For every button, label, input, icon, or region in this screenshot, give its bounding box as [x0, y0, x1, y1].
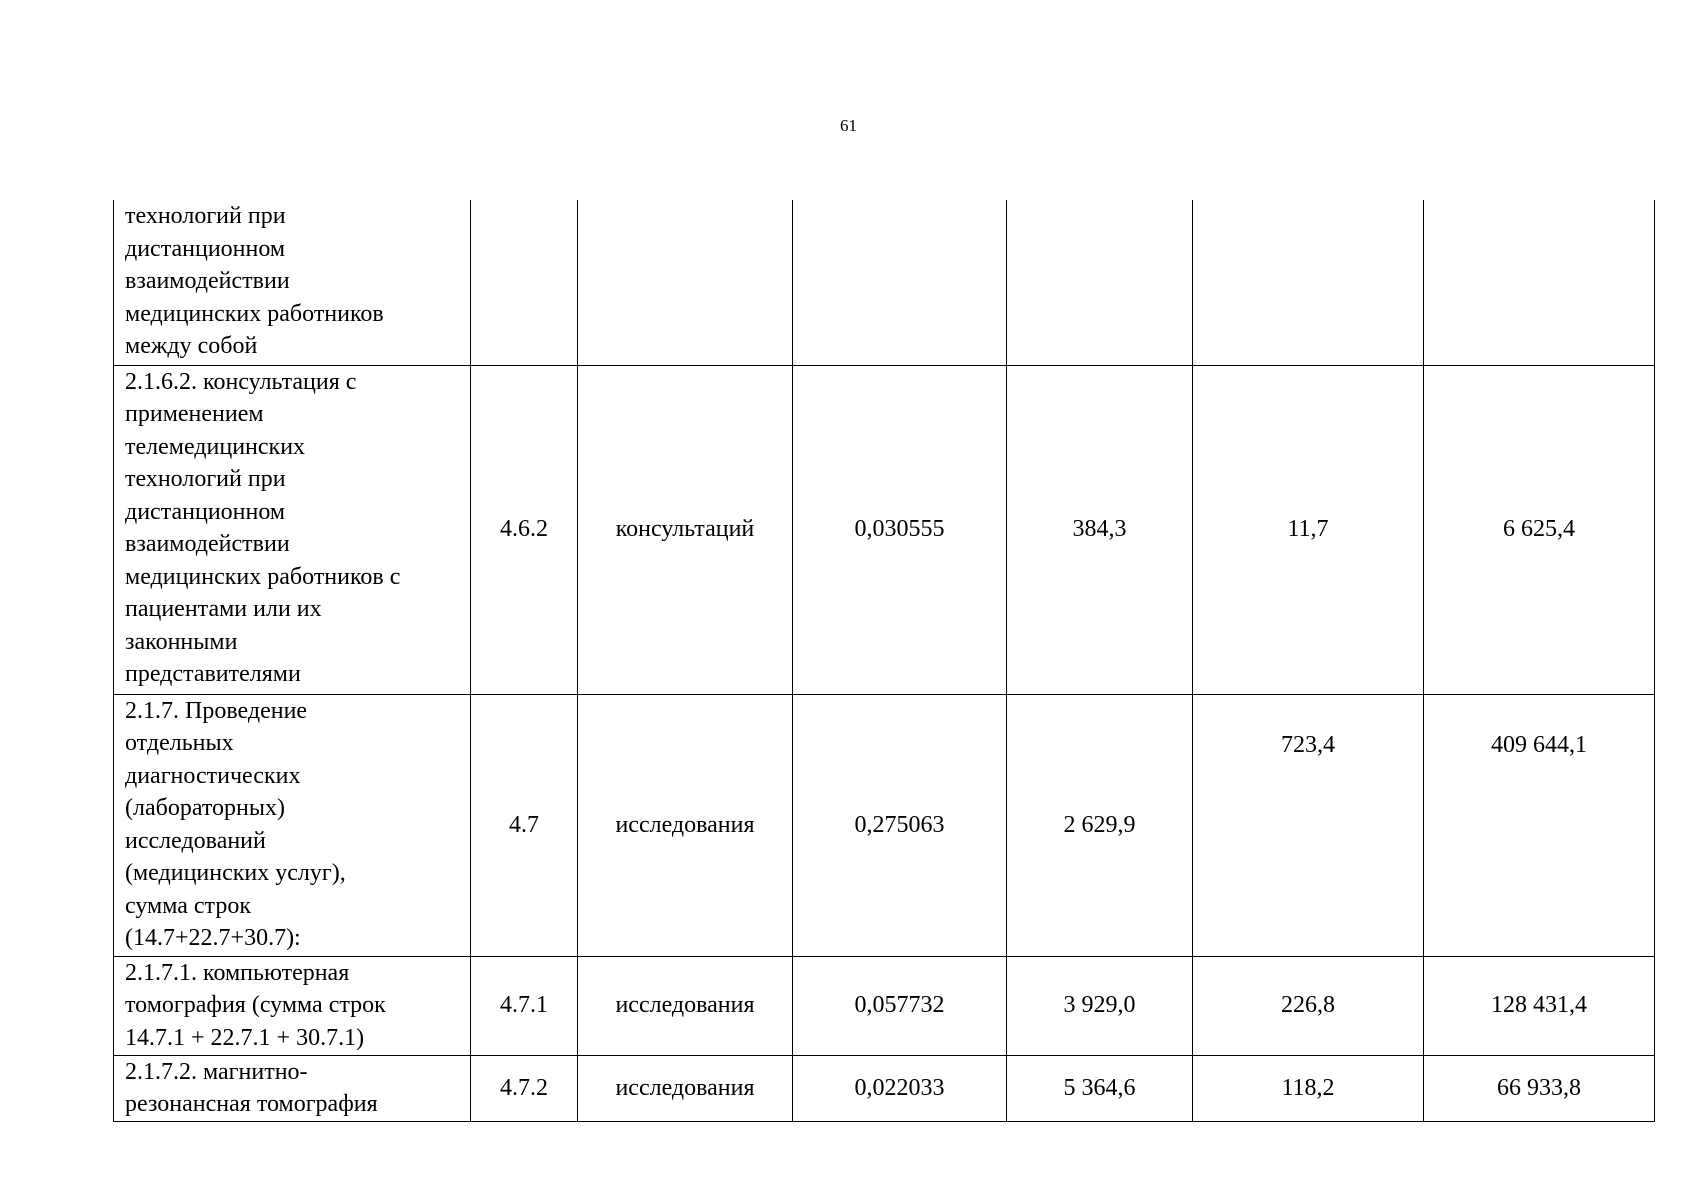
row-name-cell: [114, 694, 471, 956]
row-cost-cell: 384,3: [1007, 365, 1193, 694]
row-standard-cell: 0,057732: [793, 956, 1007, 1055]
row-line-cell: 4.7.2: [471, 1055, 578, 1121]
data-table: [113, 200, 1655, 1122]
row-name-cell: [114, 365, 471, 694]
row-line-cell: 4.7: [471, 694, 578, 956]
row-standard-cell: 0,275063: [793, 694, 1007, 956]
row-total-cell: 409 644,1: [1424, 694, 1655, 956]
row-name-cell: [114, 200, 471, 365]
row-cost-cell: 3 929,0: [1007, 956, 1193, 1055]
row-unit-cell: исследования: [578, 694, 793, 956]
table-row: [114, 1055, 1655, 1121]
table-row: [114, 365, 1655, 694]
page-number: 61: [840, 116, 857, 135]
row-standard-cell: 0,030555: [793, 365, 1007, 694]
row-unit-cell: [578, 200, 793, 365]
row-total-cell: [1424, 200, 1655, 365]
row-cost-cell: 5 364,6: [1007, 1055, 1193, 1121]
row-total-cell: 6 625,4: [1424, 365, 1655, 694]
table-row: [114, 694, 1655, 956]
row-per-capita-cell: 723,4: [1193, 694, 1424, 956]
row-name: 2.1.7.1. компьютерная томография (сумма строк 14.7.1 + 22.7.1 + 30.7.1): [125, 959, 386, 1051]
table-row: [114, 956, 1655, 1055]
row-total-cell: 66 933,8: [1424, 1055, 1655, 1121]
row-name: 2.1.7.2. магнитно- резонансная томография: [125, 1058, 378, 1117]
row-name: 2.1.7. Проведение отдельных диагностических (лабораторных) исследований (медицинских услуг), сумма строк (14.7+22.7+30.7):: [125, 697, 346, 951]
row-per-capita-cell: 11,7: [1193, 365, 1424, 694]
row-cost-cell: 2 629,9: [1007, 694, 1193, 956]
row-per-capita-cell: [1193, 200, 1424, 365]
row-unit-cell: консультаций: [578, 365, 793, 694]
row-name-cell: [114, 956, 471, 1055]
row-name-cell: [114, 1055, 471, 1121]
row-unit-cell: исследования: [578, 1055, 793, 1121]
row-per-capita-cell: 226,8: [1193, 956, 1424, 1055]
row-unit-cell: исследования: [578, 956, 793, 1055]
row-name: 2.1.6.2. консультация с применением телемедицинских технологий при дистанционном взаимодействии медицинских работников с пациентами или их законными представителями: [125, 368, 401, 687]
row-standard-cell: [793, 200, 1007, 365]
table-row: [114, 200, 1655, 365]
row-cost-cell: [1007, 200, 1193, 365]
row-line-cell: 4.6.2: [471, 365, 578, 694]
row-line-cell: 4.7.1: [471, 956, 578, 1055]
row-total-cell: 128 431,4: [1424, 956, 1655, 1055]
row-name: технологий при дистанционном взаимодействии медицинских работников между собой: [125, 203, 384, 359]
row-per-capita-cell: 118,2: [1193, 1055, 1424, 1121]
row-standard-cell: 0,022033: [793, 1055, 1007, 1121]
row-line-cell: [471, 200, 578, 365]
